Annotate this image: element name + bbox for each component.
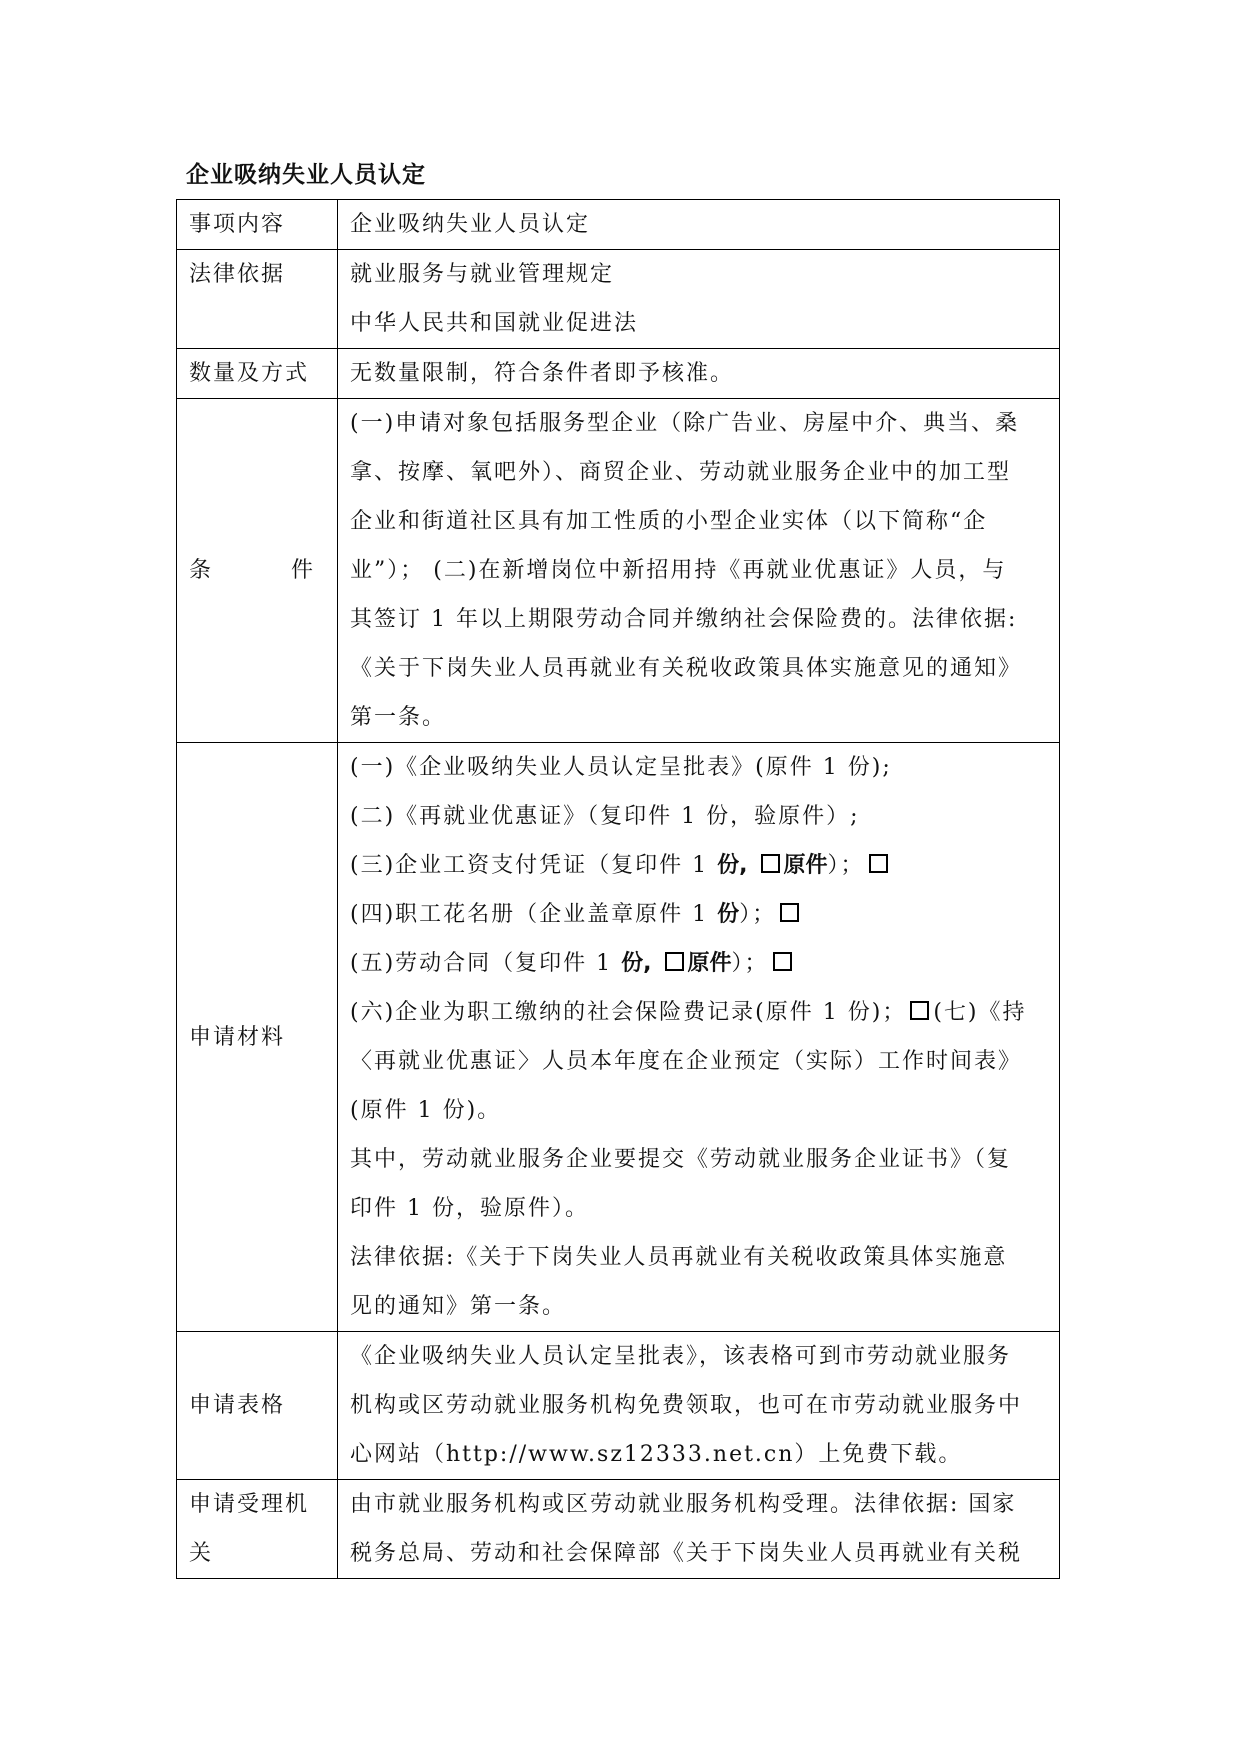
- value-item-content: 企业吸纳失业人员认定: [338, 200, 1060, 250]
- materials-line: [350, 988, 1049, 1037]
- forms-line: 心网站（http://www.sz12333.net.cn）上免费下载。: [350, 1442, 963, 1467]
- conditions-line: 第一条。: [350, 705, 447, 730]
- checkbox-icon[interactable]: [773, 952, 792, 971]
- value-authority: [338, 1480, 1060, 1579]
- materials-line: 〈再就业优惠证〉人员本年度在企业预定（实际）工作时间表》: [350, 1049, 1023, 1074]
- materials-text: ）；: [827, 853, 865, 878]
- checkbox-icon[interactable]: [665, 952, 684, 971]
- checkbox-icon[interactable]: [780, 903, 799, 922]
- materials-line: 印件 1 份，验原件）。: [350, 1196, 589, 1221]
- label-materials: 申请材料: [177, 743, 338, 1332]
- materials-text: (三)企业工资支付凭证（复印件 1: [350, 853, 709, 878]
- value-conditions: [338, 399, 1060, 743]
- conditions-line: (一)申请对象包括服务型企业（除广告业、房屋中介、典当、桑: [350, 411, 1020, 436]
- materials-text-bold: 份,: [621, 951, 652, 976]
- materials-text: (六)企业为职工缴纳的社会保险费记录(原件 1 份)；: [350, 1000, 907, 1025]
- conditions-line: 《关于下岗失业人员再就业有关税收政策具体实施意见的通知》: [350, 656, 1023, 681]
- item-detail-table: [176, 199, 1060, 1579]
- authority-line: 税务总局、劳动和社会保障部《关于下岗失业人员再就业有关税: [350, 1541, 1023, 1566]
- materials-line: 法律依据:《关于下岗失业人员再就业有关税收政策具体实施意: [350, 1245, 1008, 1270]
- authority-line: 由市就业服务机构或区劳动就业服务机构受理。法律依据: 国家: [350, 1492, 1017, 1517]
- label-forms: 申请表格: [177, 1332, 338, 1480]
- materials-line: [350, 841, 1049, 890]
- conditions-line: 业”）； (二)在新增岗位中新招用持《再就业优惠证》人员，与: [350, 558, 1007, 583]
- conditions-line: 拿、按摩、氧吧外）、商贸企业、劳动就业服务企业中的加工型: [350, 460, 1012, 485]
- row-authority: [177, 1480, 1060, 1579]
- authority-label-line: 关: [189, 1541, 214, 1566]
- materials-text-bold: 份: [717, 902, 740, 927]
- materials-text: (五)劳动合同（复印件 1: [350, 951, 613, 976]
- label-conditions: [177, 399, 338, 743]
- materials-text: ）；: [731, 951, 769, 976]
- label-quantity: 数量及方式: [177, 349, 338, 399]
- legal-basis-line: 就业服务与就业管理规定: [350, 262, 615, 287]
- row-materials: [177, 743, 1060, 1332]
- materials-line: [350, 939, 1049, 988]
- materials-line: 其中，劳动就业服务企业要提交《劳动就业服务企业证书》（复: [350, 1147, 1012, 1172]
- forms-line: 《企业吸纳失业人员认定呈批表》，该表格可到市劳动就业服务: [350, 1344, 1012, 1369]
- checkbox-icon[interactable]: [761, 854, 780, 873]
- materials-line: (一)《企业吸纳失业人员认定呈批表》(原件 1 份);: [350, 755, 892, 780]
- row-item-content: [177, 200, 1060, 250]
- label-conditions-char-b: 件: [291, 558, 316, 583]
- materials-text: (七)《持: [933, 1000, 1027, 1025]
- label-item-content: 事项内容: [177, 200, 338, 250]
- value-quantity: 无数量限制，符合条件者即予核准。: [338, 349, 1060, 399]
- checkbox-icon[interactable]: [910, 1001, 929, 1020]
- conditions-line: 其签订 1 年以上期限劳动合同并缴纳社会保险费的。法律依据:: [350, 607, 1018, 632]
- label-authority: [177, 1480, 338, 1579]
- row-quantity: [177, 349, 1060, 399]
- checkbox-icon[interactable]: [869, 854, 888, 873]
- materials-text-bold: 原件: [783, 853, 828, 878]
- row-legal-basis: [177, 250, 1060, 349]
- materials-line: (原件 1 份)。: [350, 1098, 502, 1123]
- row-conditions: [177, 399, 1060, 743]
- materials-text-bold: 份,: [717, 853, 748, 878]
- authority-label-line: 申请受理机: [189, 1492, 310, 1517]
- page-title: 企业吸纳失业人员认定: [186, 161, 426, 188]
- materials-line: (二)《再就业优惠证》（复印件 1 份，验原件）;: [350, 804, 860, 829]
- label-legal-basis: 法律依据: [177, 250, 338, 349]
- materials-text: ）；: [739, 902, 777, 927]
- conditions-line: 企业和街道社区具有加工性质的小型企业实体（以下简称“企: [350, 509, 988, 534]
- value-legal-basis: [338, 250, 1060, 349]
- label-conditions-char-a: 条: [189, 558, 214, 583]
- value-forms: [338, 1332, 1060, 1480]
- forms-line: 机构或区劳动就业服务机构免费领取，也可在市劳动就业服务中: [350, 1393, 1023, 1418]
- materials-line: 见的通知》第一条。: [350, 1294, 567, 1319]
- materials-text-bold: 原件: [687, 951, 732, 976]
- materials-line: [350, 890, 1049, 939]
- materials-text: (四)职工花名册（企业盖章原件 1: [350, 902, 709, 927]
- row-forms: [177, 1332, 1060, 1480]
- value-materials: [338, 743, 1060, 1332]
- legal-basis-line: 中华人民共和国就业促进法: [350, 311, 639, 336]
